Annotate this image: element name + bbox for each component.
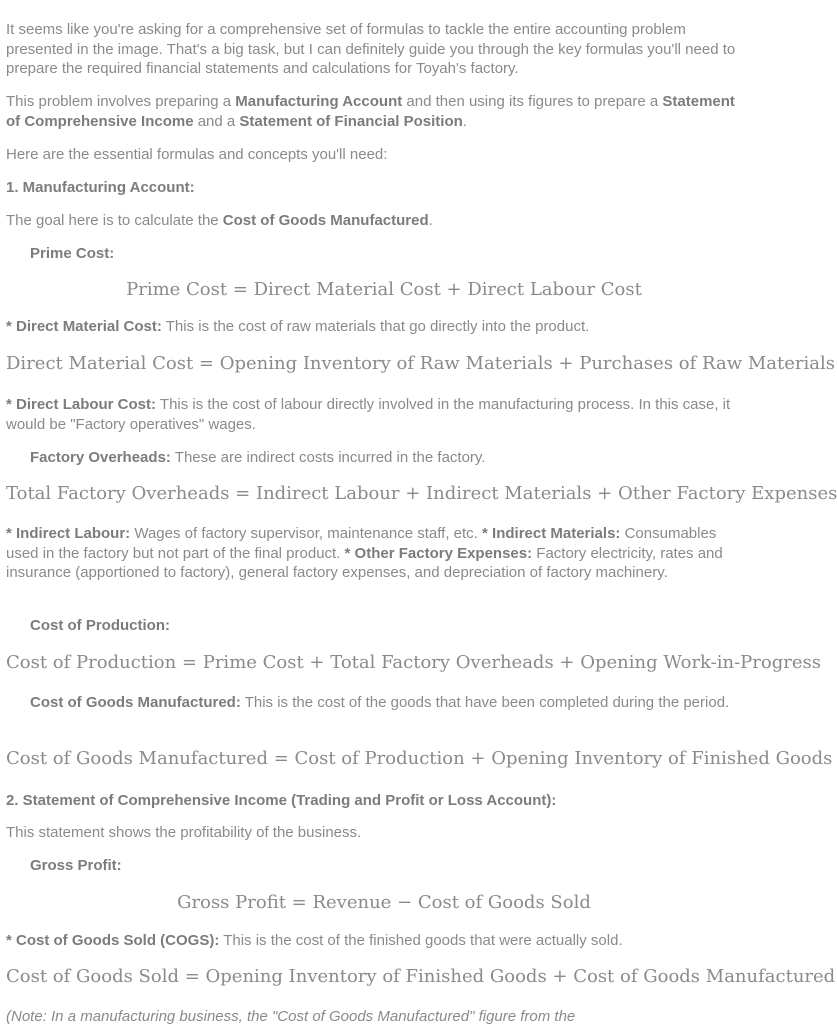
direct-material-cost-label: * Direct Material Cost:: [6, 318, 162, 335]
other-factory-expenses-text: Factory electricity, rates and insurance (apportioned to factory), general factory expenses, and depreciation of factory machinery.: [6, 544, 723, 581]
direct-labour-cost-label: * Direct Labour Cost:: [6, 396, 157, 413]
factory-overheads-text: These are indirect costs incurred in the factory.: [170, 449, 486, 466]
cogs-label: * Cost of Goods Sold (COGS):: [6, 932, 220, 949]
direct-material-cost-text: This is the cost of raw materials that go directly into the product.: [161, 318, 590, 335]
other-factory-expenses-label: * Other Factory Expenses:: [344, 544, 533, 562]
goal-text: The goal here is to calculate the: [6, 212, 223, 229]
note-paragraph: [6, 1007, 744, 1027]
overview-text: .: [462, 112, 467, 130]
overview-paragraph: [6, 92, 744, 131]
goal-paragraph: [6, 211, 744, 231]
essentials-paragraph: [6, 145, 744, 165]
cost-of-production-heading-text: Cost of Production:: [30, 617, 170, 634]
gross-profit-heading-text: Gross Profit:: [30, 857, 122, 874]
overview-text: This problem involves preparing a: [6, 93, 236, 110]
intro-paragraph: [6, 20, 744, 79]
note-text: (Note: In a manufacturing business, the "Cost of Goods Manufactured" figure from the: [6, 1008, 576, 1025]
cost-of-production-formula: Cost of Production = Prime Cost + Total Factory Overheads + Opening Work-in-Progress: [6, 652, 821, 673]
cogm-text: This is the cost of the goods that have been completed during the period.: [240, 694, 730, 711]
cost-of-production-heading: [30, 616, 744, 636]
section2-intro: [6, 823, 744, 843]
gross-profit-heading: [30, 856, 744, 876]
direct-material-cost-formula: Direct Material Cost = Opening Inventory of Raw Materials + Purchases of Raw Materials: [6, 353, 835, 374]
factory-overheads-paragraph: [30, 448, 744, 468]
financial-position-term: Statement of Financial Position: [239, 112, 463, 130]
cogs-formula: Cost of Goods Sold = Opening Inventory of Finished Goods + Cost of Goods Manufactured: [6, 966, 836, 987]
prime-cost-heading-text: Prime Cost:: [30, 245, 115, 262]
manufacturing-account-term: Manufacturing Account: [235, 93, 403, 110]
section2-heading: [6, 791, 744, 811]
section1-heading-text: 1. Manufacturing Account:: [6, 179, 195, 196]
section2-intro-text: This statement shows the profitability of the business.: [6, 824, 362, 841]
overhead-components-paragraph: [6, 524, 744, 583]
cogm-label: Cost of Goods Manufactured:: [30, 694, 241, 711]
cogs-text: This is the cost of the finished goods that were actually sold.: [219, 932, 623, 949]
prime-cost-heading: [30, 244, 744, 264]
section1-heading: [6, 178, 744, 198]
direct-labour-cost-text: This is the cost of labour directly involved in the manufacturing process. In this case, it would be "Factory operatives" wages.: [6, 396, 731, 433]
cogm-formula: Cost of Goods Manufactured = Cost of Production + Opening Inventory of Finished Goods: [6, 748, 833, 769]
direct-labour-cost-paragraph: [6, 395, 744, 434]
cogs-paragraph: [6, 931, 744, 951]
intro-text: It seems like you're asking for a comprehensive set of formulas to tackle the entire accounting problem presented in the image. That's a big task, but I can definitely guide you through the key formulas you'll need to prepare the required financial statements and calculations for Toyah's factory.: [6, 21, 736, 77]
essentials-text: Here are the essential formulas and concepts you'll need:: [6, 146, 388, 163]
cogm-paragraph: [30, 693, 744, 713]
goal-text: .: [428, 212, 433, 229]
indirect-materials-label: * Indirect Materials:: [482, 525, 621, 542]
indirect-materials-text: Consumables used in the factory but not part of the final product.: [6, 525, 717, 562]
section2-heading-text: 2. Statement of Comprehensive Income (Trading and Profit or Loss Account):: [6, 792, 557, 809]
cogm-term: Cost of Goods Manufactured: [222, 212, 429, 229]
prime-cost-formula: Prime Cost = Direct Material Cost + Direct Labour Cost: [126, 279, 642, 300]
indirect-labour-label: * Indirect Labour:: [6, 525, 131, 542]
factory-overheads-label: Factory Overheads:: [30, 449, 171, 466]
indirect-labour-text: Wages of factory supervisor, maintenance staff, etc.: [130, 525, 483, 542]
overview-text: and then using its figures to prepare a: [402, 93, 663, 110]
gross-profit-formula: Gross Profit = Revenue − Cost of Goods Sold: [177, 892, 591, 913]
overview-text: and a: [193, 112, 240, 130]
direct-material-cost-paragraph: [6, 317, 744, 337]
comprehensive-income-term: Statement of Comprehensive Income: [6, 93, 735, 130]
factory-overheads-formula: Total Factory Overheads = Indirect Labour + Indirect Materials + Other Factory Expenses: [6, 483, 837, 504]
